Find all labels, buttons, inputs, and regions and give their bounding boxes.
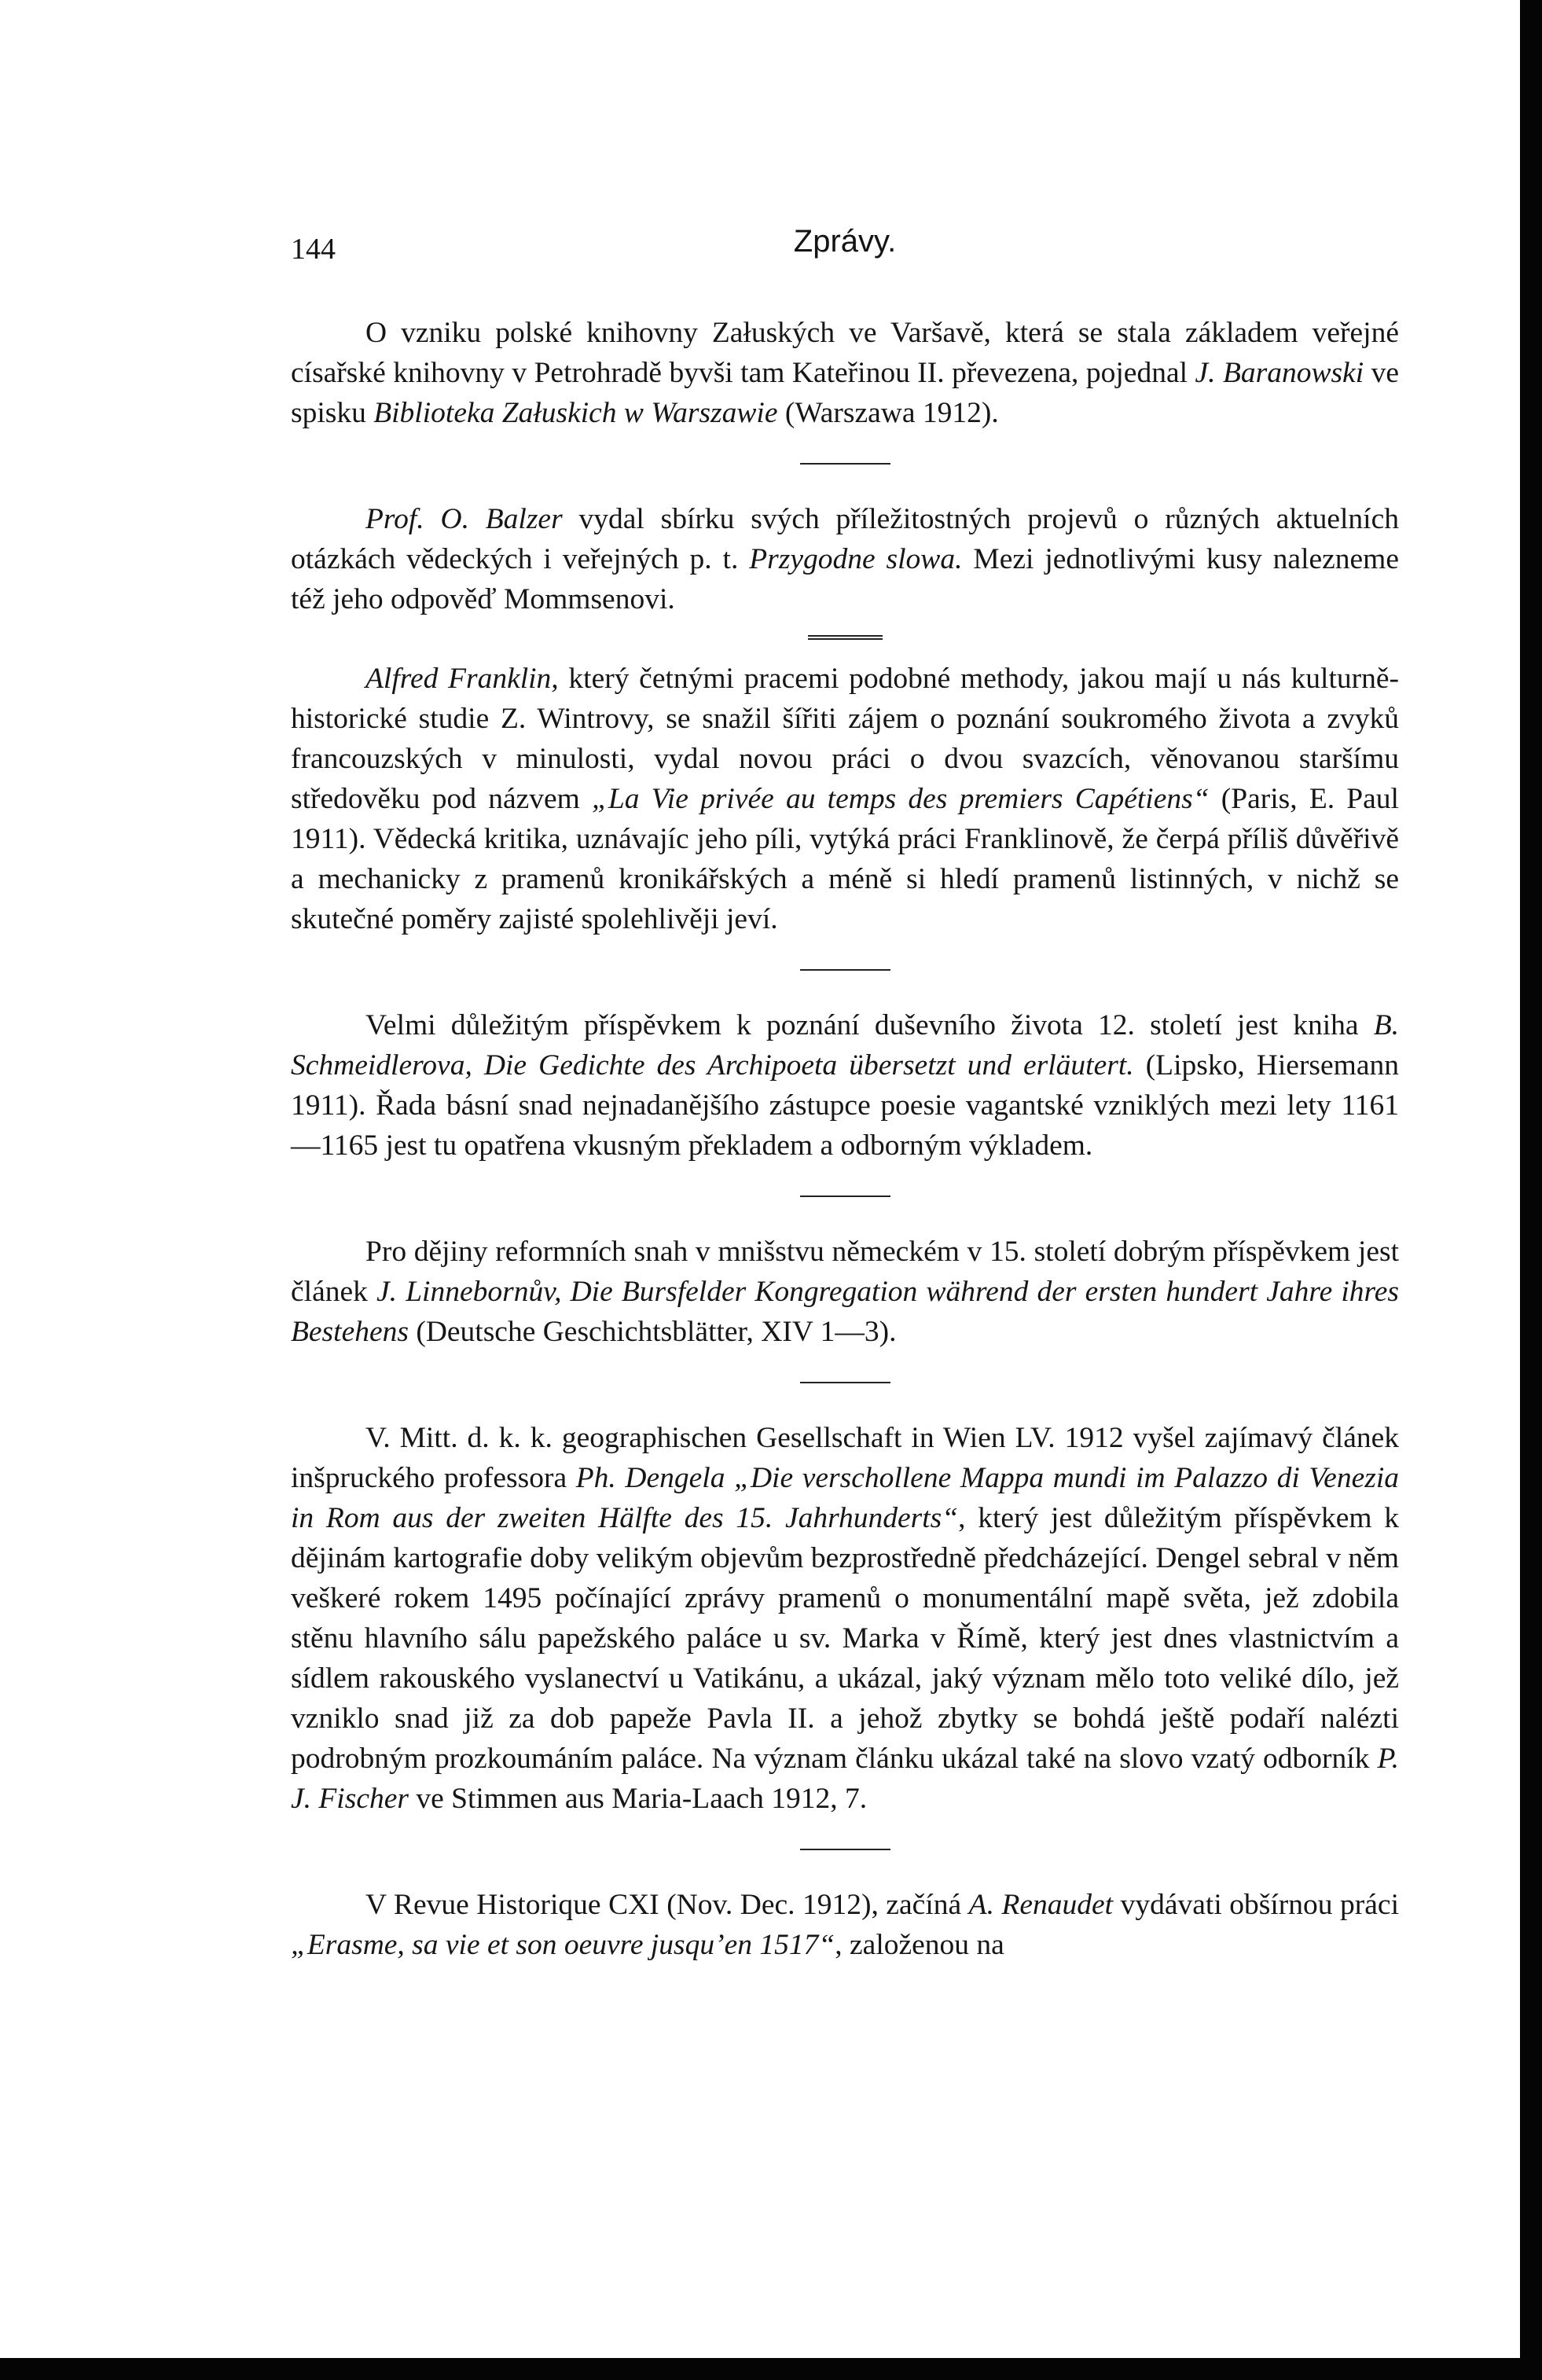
section-divider-double — [808, 635, 883, 640]
italic-run: J. Linnebornův, Die Bursfelder Kongregation während der ersten hundert Jahre ihres Bestehens — [291, 1276, 1399, 1348]
italic-run: Przygodne slowa. — [749, 543, 963, 575]
text-run: vydávati obšírnou práci — [1113, 1889, 1399, 1921]
paragraph-mappa-mundi — [291, 1418, 1399, 1819]
page-number: 144 — [291, 233, 336, 266]
text-run: O vzniku polské knihovny Załuských ve Varšavě, která se stala základem veřejné císařské knihovny v Petrohradě byvši tam Kateřinou II. převezena, pojednal — [291, 317, 1399, 389]
paragraph-archipoeta — [291, 1005, 1399, 1166]
section-divider — [800, 1196, 890, 1197]
italic-run: A. Renaudet — [968, 1889, 1114, 1921]
italic-run: Ph. Dengela „Die verschollene Mappa mundi im Palazzo di Venezia in Rom aus der zweiten Hälfte des 15. Jahrhunderts“ — [291, 1462, 1399, 1534]
text-run: (Lipsko, Hiersemann 1911). Řada básní snad nejnadanějšího zástupce poesie vagantské vzniklých mezi lety 1161—1165 jest tu opatřena vkusným překladem a odborným výkladem. — [291, 1049, 1399, 1162]
paragraph-zaluski-library — [291, 313, 1399, 433]
text-run: (Paris, E. Paul 1911). Vědecká kritika, uznávajíc jeho píli, vytýká práci Franklinově, že čerpá příliš důvěřivě a mechanicky z pramenů kronikářských a méně si hledí pramenů listinných, v nichž se skutečné poměry zajisté spolehlivěji jeví. — [291, 783, 1399, 935]
running-title: Zprávy. — [793, 224, 897, 259]
section-divider — [800, 1849, 890, 1850]
scan-edge-bottom — [0, 2358, 1542, 2380]
text-run: V Revue Historique CXI (Nov. Dec. 1912), začíná — [365, 1889, 969, 1921]
paragraph-bursfelder — [291, 1232, 1399, 1352]
text-run: , založenou na — [835, 1929, 1004, 1961]
text-run: který četnými pracemi podobné methody, jakou mají u nás kulturně-historické studie Z. Wintrovy, se snažil šířiti zájem o poznání soukromého života a zvyků francouzských v minulosti, vydal novou práci o dvou svazcích, věnovanou staršímu středověku pod názvem — [291, 663, 1399, 815]
text-run: (Deutsche Geschichtsblätter, XIV 1—3). — [408, 1316, 897, 1348]
section-divider — [800, 1382, 890, 1383]
text-run: Pro dějiny reformních snah v mnišstvu německém v 15. století dobrým příspěvkem jest článek — [291, 1236, 1399, 1308]
section-divider — [800, 463, 890, 465]
text-run: (Warszawa 1912). — [777, 397, 999, 429]
text-run: Velmi důležitým příspěvkem k poznání duševního života 12. století jest kniha — [365, 1009, 1374, 1041]
section-divider — [800, 969, 890, 971]
italic-run: Prof. O. Balzer — [365, 503, 563, 535]
paragraph-balzer — [291, 499, 1399, 619]
paragraph-franklin — [291, 659, 1399, 939]
text-run: vydal sbírku svých příležitostných projevů o různých aktuelních otázkách vědeckých i veřejných p. t. — [291, 503, 1399, 575]
text-run: ve spisku — [291, 357, 1399, 429]
italic-run: Alfred Franklin, — [365, 663, 559, 695]
text-run: , který jest důležitým příspěvkem k dějinám kartografie doby velikým objevům bezprostředně předcházející. Dengel sebral v něm veškeré rokem 1495 počínající zprávy pramenů o monumentální mapě světa, jež zdobila stěnu hlavního sálu papežského paláce u sv. Marka v Římě, který jest dnes vlastnictvím a sídlem rakouského vyslanectví u Vatikánu, a ukázal, jaký význam mělo toto veliké dílo, jež vzniklo snad již za dob papeže Pavla II. a jehož zbytky se bohdá ještě podaří nalézti podrobným prozkoumáním paláce. Na význam článku ukázal také na slovo vzatý odborník — [291, 1502, 1400, 1775]
italic-run: J. Baranowski — [1195, 357, 1364, 389]
italic-run: „La Vie privée au temps des premiers Capétiens“ — [592, 783, 1210, 815]
text-column — [291, 313, 1399, 1965]
scan-edge-right — [1520, 0, 1542, 2380]
italic-run: Biblioteka Załuskich w Warszawie — [373, 397, 778, 429]
text-run: V. Mitt. d. k. k. geographischen Gesellschaft in Wien LV. 1912 vyšel zajímavý článek inšpruckého professora — [291, 1422, 1399, 1494]
paragraph-erasme — [291, 1885, 1399, 1965]
text-run: Mezi jednotlivými kusy nalezneme též jeho odpověď Mommsenovi. — [291, 543, 1399, 615]
page-header — [291, 224, 1399, 271]
text-run: ve Stimmen aus Maria-Laach 1912, 7. — [408, 1783, 868, 1815]
italic-run: „Erasme, sa vie et son oeuvre jusqu’en 1517“ — [291, 1929, 835, 1961]
italic-run: P. J. Fischer — [291, 1743, 1399, 1815]
italic-run: B. Schmeidlerova, Die Gedichte des Archipoeta übersetzt und erläutert. — [291, 1009, 1399, 1082]
